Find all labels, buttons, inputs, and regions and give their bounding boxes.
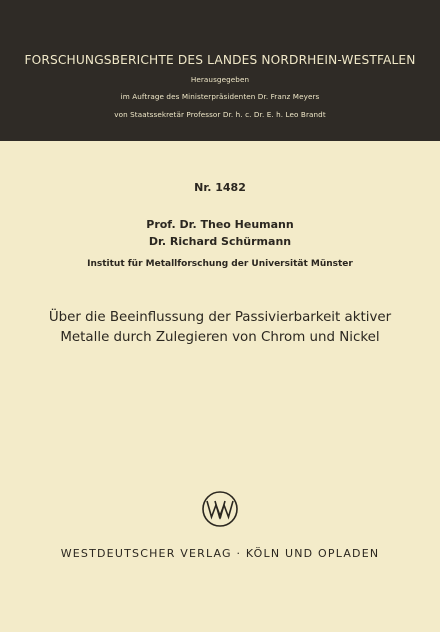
report-title-line-2: Metalle durch Zulegieren von Chrom und Nickel <box>60 330 380 345</box>
report-title <box>0 308 440 348</box>
author-2: Dr. Richard Schürmann <box>148 235 292 248</box>
institute-name: Institut für Metallforschung der Universität Münster <box>87 259 353 269</box>
editor-line-1: Herausgegeben <box>190 75 250 84</box>
author-1: Prof. Dr. Theo Heumann <box>146 218 294 231</box>
editor-line-2: im Auftrage des Ministerpräsidenten Dr. Franz Meyers <box>120 92 320 101</box>
report-title-line-1: Über die Beeinflussung der Passivierbarkeit aktiver <box>48 310 392 325</box>
series-header-band <box>0 0 440 141</box>
series-title: FORSCHUNGSBERICHTE DES LANDES NORDRHEIN-WESTFALEN <box>24 53 416 67</box>
westdeutscher-verlag-ww-logo-icon <box>201 490 239 528</box>
editor-line-3: von Staatssekretär Professor Dr. h. c. Dr. E. h. Leo Brandt <box>114 110 326 119</box>
report-number: Nr. 1482 <box>194 181 246 194</box>
publisher-name: WESTDEUTSCHER VERLAG · KÖLN UND OPLADEN <box>60 547 380 560</box>
